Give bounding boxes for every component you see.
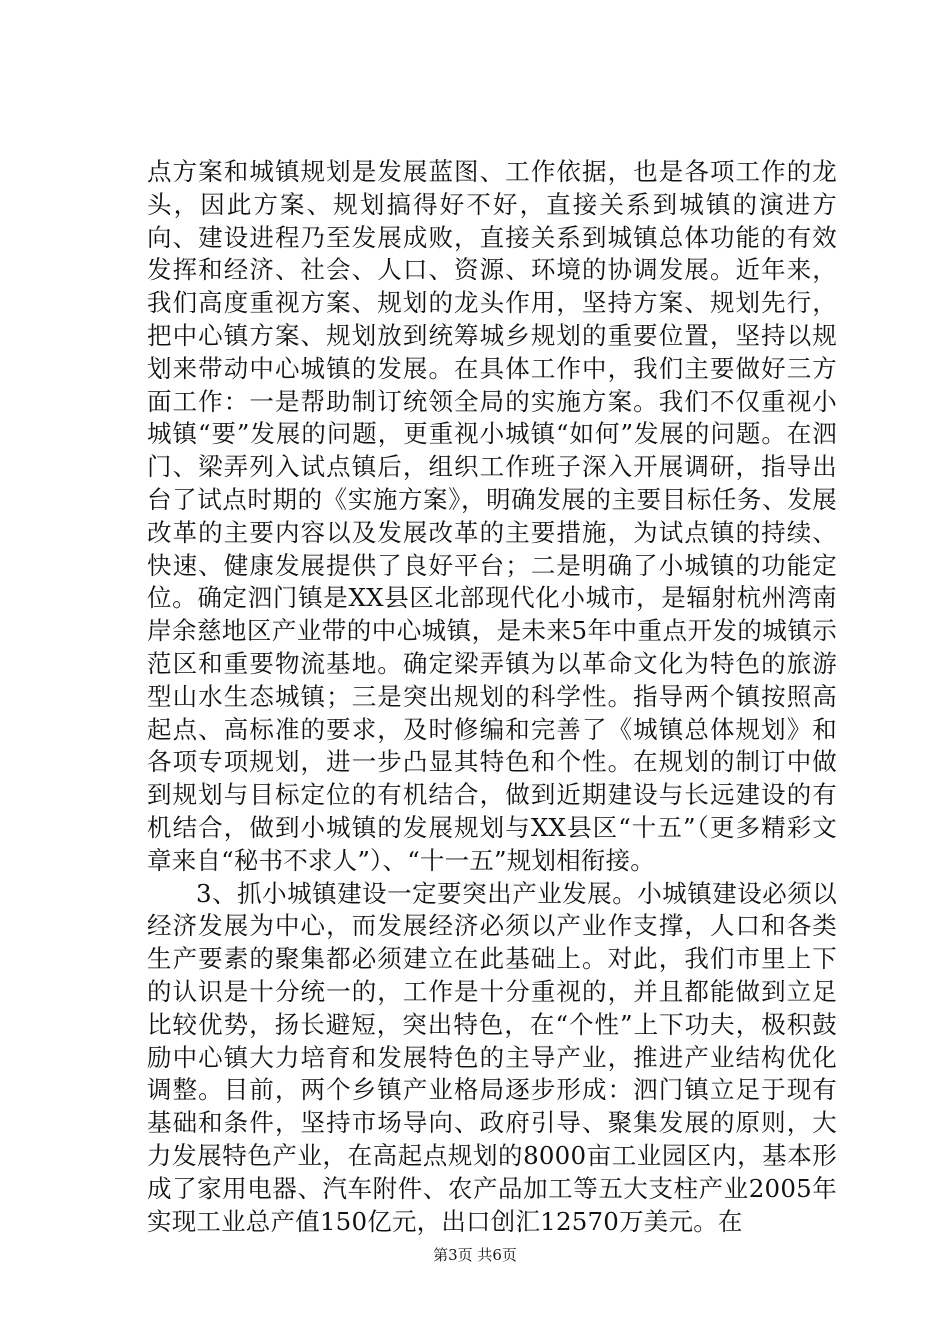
document-body xyxy=(147,156,837,1238)
paragraph-industry: 3、抓小城镇建设一定要突出产业发展。小城镇建设必须以经济发展为中心，而发展经济必须以产业作支撑，人口和各类生产要素的聚集都必须建立在此基础上。对此，我们市里上下的认识是十分统一的，工作是十分重视的，并且都能做到立足比较优势，扬长避短，突出特色，在“个性”上下功夫，极积鼓励中心镇大力培育和发展特色的主导产业，推进产业结构优化调整。目前，两个乡镇产业格局逐步形成：泗门镇立足于现有基础和条件，坚持市场导向、政府引导、聚集发展的原则，大力发展特色产业，在高起点规划的8000亩工业园区内，基本形成了家用电器、汽车附件、农产品加工等五大支柱产业2005年实现工业总产值150亿元，出口创汇12570万美元。在 xyxy=(147,878,837,1236)
paragraph-planning: 点方案和城镇规划是发展蓝图、工作依据，也是各项工作的龙头，因此方案、规划搞得好不好，直接关系到城镇的演进方向、建设进程乃至发展成败，直接关系到城镇总体功能的有效发挥和经济、社会、人口、资源、环境的协调发展。近年来，我们高度重视方案、规划的龙头作用，坚持方案、规划先行，把中心镇方案、规划放到统筹城乡规划的重要位置，坚持以规划来带动中心城镇的发展。在具体工作中，我们主要做好三方面工作：一是帮助制订统领全局的实施方案。我们不仅重视小城镇“要”发展的问题，更重视小城镇“如何”发展的问题。在泗门、梁弄列入试点镇后，组织工作班子深入开展调研，指导出台了试点时期的《实施方案》，明确发展的主要目标任务、发展改革的主要内容以及发展改革的主要措施，为试点镇的持续、快速、健康发展提供了良好平台；二是明确了小城镇的功能定位。确定泗门镇是XX县区北部现代化小城市，是辐射杭州湾南岸余慈地区产业带的中心城镇，是未来5年中重点开发的城镇示范区和重要物流基地。确定梁弄镇为以革命文化为特色的旅游型山水生态城镇；三是突出规划的科学性。指导两个镇按照高起点、高标准的要求，及时修编和完善了《城镇总体规划》和各项专项规划，进一步凸显其特色和个性。在规划的制订中做到规划与目标定位的有机结合，做到近期建设与长远建设的有机结合，做到小城镇的发展规划与XX县区“十五”（更多精彩文章来自“秘书不求人”）、“十一五”规划相衔接。 xyxy=(147,157,837,875)
page-footer: 第3页 共6页 xyxy=(433,1246,517,1264)
